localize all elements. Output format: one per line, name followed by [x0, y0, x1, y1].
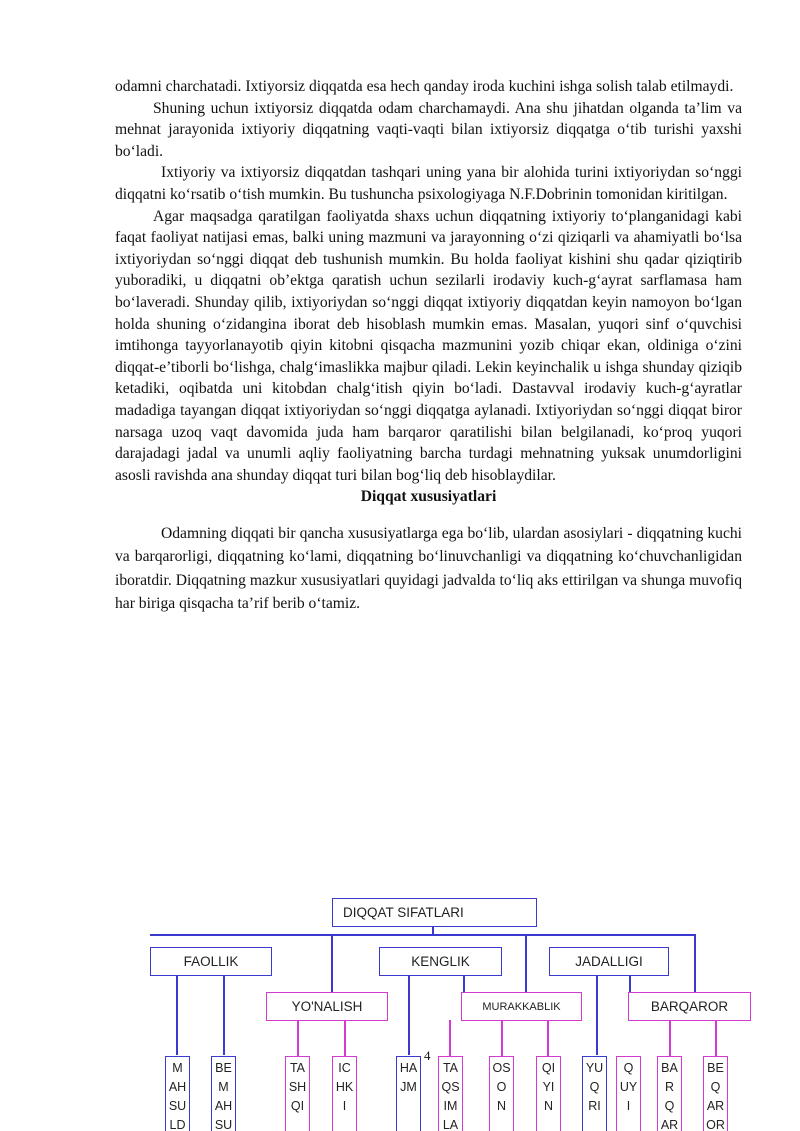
- diagram-leaf: QI YI N: [536, 1056, 561, 1131]
- diagram-leaf: BE M AH SU: [211, 1056, 236, 1131]
- diagram-leaf: BE Q AR OR: [703, 1056, 728, 1131]
- diagram-node-jadalligi: JADALLIGI: [549, 947, 669, 976]
- diagram-connector: [694, 934, 696, 994]
- diagram-connector: [150, 934, 695, 936]
- diagram-leaf: YU Q RI: [582, 1056, 607, 1131]
- diagram-connector: [547, 1020, 549, 1056]
- diagram-connector: [223, 975, 225, 1055]
- closing-paragraph: Odamning diqqati bir qancha xususiyatlarga ega bo‘lib, ulardan asosiylari - diqqatning kuchi va barqarorligi, diqqatning ko‘lami, diqqatning bo‘linuvchanligi va diqqatning ko‘chuvchanligidan iboratdir. Diqqatning mazkur xususiyatlari quyidagi jadvalda to‘liq aks ettirilgan va shunga muvofiq har biriga qisqacha ta’rif berib o‘tamiz.: [115, 524, 742, 613]
- diagram-connector: [596, 975, 598, 1055]
- body-text: [115, 76, 742, 616]
- diagram-leaf: Q UY I: [616, 1056, 641, 1131]
- diagram-connector: [297, 1020, 299, 1056]
- diagram-connector: [331, 934, 333, 994]
- paragraph-2: Shuning uchun ixtiyorsiz diqqatda odam charchamaydi. Ana shu jihatdan olganda ta’lim va mehnat jarayonida ixtiyoriy diqqatning vaqti-vaqti bilan ixtiyorsiz diqqatga o‘tib turishi yaxshi bo‘ladi.: [115, 99, 742, 160]
- diagram-connector: [408, 975, 410, 1055]
- diagram-leaf: OS O N: [489, 1056, 514, 1131]
- diagram-leaf: HA JM: [396, 1056, 421, 1131]
- diagram-connector: [669, 1020, 671, 1056]
- diagram-node-kenglik: KENGLIK: [379, 947, 502, 976]
- diagram-node-barqaror: BARQAROR: [628, 992, 751, 1021]
- diagram-leaf: IC HK I: [332, 1056, 357, 1131]
- paragraph-3: Ixtiyoriy va ixtiyorsiz diqqatdan tashqari uning yana bir alohida turini ixtiyoriydan so‘nggi diqqatni ko‘rsatib o‘tish mumkin. Bu tushuncha psixologiyaga N.F.Dobrinin tomonidan kiritilgan.: [115, 164, 742, 203]
- diagram-node-yonalish: YO'NALISH: [266, 992, 388, 1021]
- diagram-connector: [525, 934, 527, 994]
- diagram-leaf: TA QS IM LA: [438, 1056, 463, 1131]
- section-heading: Diqqat xususiyatlari: [360, 488, 497, 506]
- diagram-leaf: M AH SU LD: [165, 1056, 190, 1131]
- diagram-connector: [715, 1020, 717, 1056]
- diagram-leaf: BA R Q AR: [657, 1056, 682, 1131]
- page-number: 4: [424, 1048, 431, 1063]
- diagram-node-faollik: FAOLLIK: [150, 947, 272, 976]
- diagram-connector: [449, 1020, 451, 1056]
- paragraph-1: odamni charchatadi. Ixtiyorsiz diqqatda esa hech qanday iroda kuchini ishga solish talab etilmaydi.: [115, 78, 734, 95]
- diagram-root: DIQQAT SIFATLARI: [332, 898, 537, 927]
- paragraph-4: Agar maqsadga qaratilgan faoliyatda shaxs uchun diqqatning ixtiyoriy to‘planganidagi kabi faqat faoliyat natijasi emas, balki uning mazmuni va jarayonning o‘zi qiziqarli va ahamiyatli bo‘lsa ixtiyoriydan so‘nggi diqqat deb tushunish mumkin. Bu holda faoliyat kishini shu qadar qiziqtirib yuboradiki, u diqqatni ob’ektga qaratish uchun sezilarli irodaviy kuch-g‘ayrat sarflamasa ham bo‘laveradi. Shunday qilib, ixtiyoriydan so‘nggi diqqat ixtiyoriy diqqatdan keyin namoyon bo‘lgan holda shuning o‘zidangina iborat deb hisoblash mumkin emas. Masalan, yuqori sinf o‘quvchisi imtihonga tayyorlanayotib qiyin kitobni qisqacha mazmunini yozib chiqar ekan, oldiniga o‘zini diqqat-e’tiborli bo‘lishga, chalg‘imaslikka majbur qiladi. Lekin keyinchalik u ishga shunday qiziqib ketadiki, oqibatda uni kitobdan chalg‘itish qiyin bo‘ladi. Dastavval irodaviy kuch-g‘ayratlar madadiga tayangan diqqat ixtiyoriydan so‘nggi diqqatga aylanadi. Ixtiyoriydan so‘nggi diqqat biror narsaga uzoq vaqt davomida juda ham barqaror qaratilishi bilan belgilanadi, ko‘proq yuqori darajadagi jadal va unumli aqliy faoliyatning barcha turdagi mehnatning yuksak unumdorligini asosli ravishda ana shunday diqqat turi bilan bog‘liq deb hisoblaydilar.: [115, 207, 742, 484]
- diagram-leaf: TA SH QI: [285, 1056, 310, 1131]
- diagram-connector: [432, 926, 434, 935]
- diagram-connector: [176, 975, 178, 1055]
- diagram-connector: [344, 1020, 346, 1056]
- diagram-connector: [501, 1020, 503, 1056]
- diagram-node-murakkablik: MURAKKABLIK: [461, 992, 582, 1021]
